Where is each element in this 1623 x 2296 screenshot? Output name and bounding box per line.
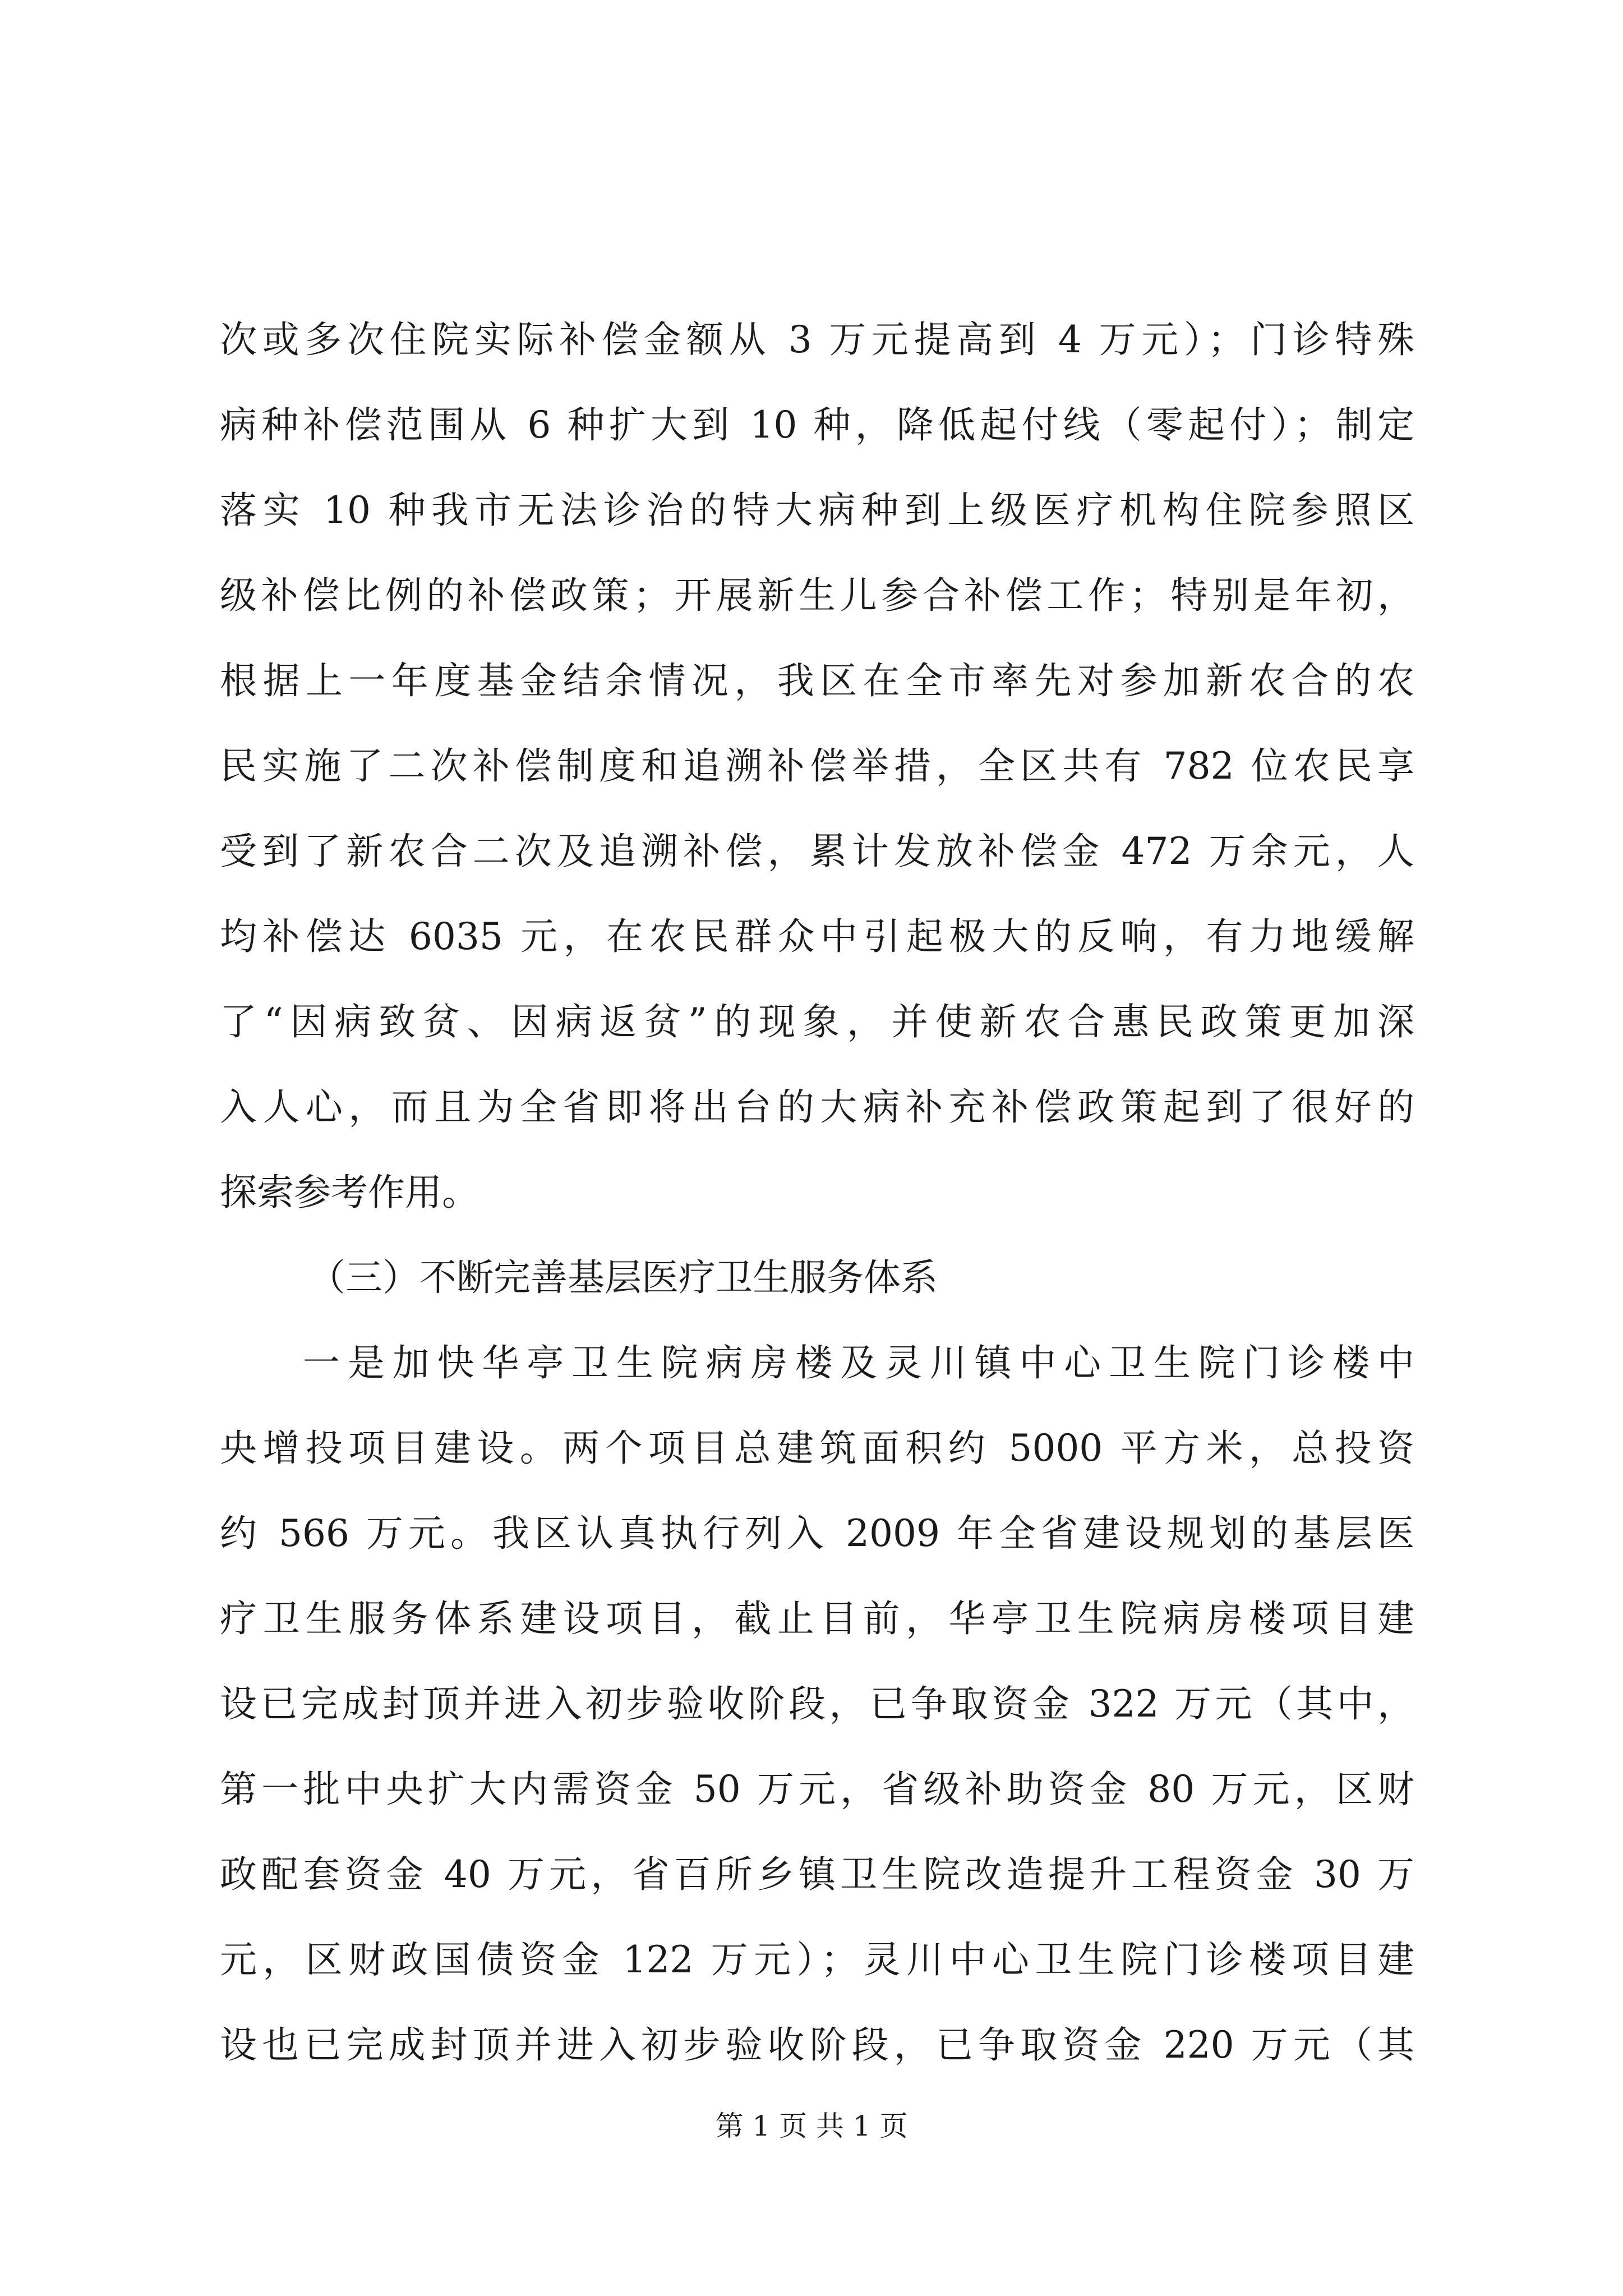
text-line: 均补偿达 6035 元，在农民群众中引起极大的反响，有力地缓解 — [220, 915, 1414, 958]
text-line: 探索参考作用。 — [220, 1171, 479, 1214]
text-line: 了“因病致贫、因病返贫”的现象，并使新农合惠民政策更加深 — [220, 1000, 1414, 1043]
text-line: 一是加快华亭卫生院病房楼及灵川镇中心卫生院门诊楼中 — [303, 1341, 1414, 1384]
text-line: 设已完成封顶并进入初步验收阶段，已争取资金 322 万元（其中， — [220, 1682, 1414, 1726]
page-footer — [0, 2109, 1623, 2143]
text-line: 政配套资金 40 万元，省百所乡镇卫生院改造提升工程资金 30 万 — [220, 1853, 1414, 1896]
text-line: 疗卫生服务体系建设项目，截止目前，华亭卫生院病房楼项目建 — [220, 1597, 1414, 1640]
text-line: 病种补偿范围从 6 种扩大到 10 种，降低起付线（零起付）；制定 — [220, 403, 1414, 447]
text-line: 入人心，而且为全省即将出台的大病补充补偿政策起到了很好的 — [220, 1085, 1414, 1129]
page-number-label: 第 1 页 共 1 页 — [715, 2110, 908, 2142]
text-line: 根据上一年度基金结余情况，我区在全市率先对参加新农合的农 — [220, 659, 1414, 702]
text-line: 受到了新农合二次及追溯补偿，累计发放补偿金 472 万余元，人 — [220, 830, 1414, 873]
text-line: 元，区财政国债资金 122 万元）；灵川中心卫生院门诊楼项目建 — [220, 1938, 1414, 1981]
text-line: 落实 10 种我市无法诊治的特大病种到上级医疗机构住院参照区 — [220, 489, 1414, 532]
text-line: 第一批中央扩大内需资金 50 万元，省级补助资金 80 万元，区财 — [220, 1768, 1414, 1811]
text-line: 民实施了二次补偿制度和追溯补偿举措，全区共有 782 位农民享 — [220, 744, 1414, 788]
text-line: 设也已完成封顶并进入初步验收阶段，已争取资金 220 万元（其 — [220, 2023, 1414, 2067]
body-text — [220, 297, 1414, 2088]
text-line: 约 566 万元。我区认真执行列入 2009 年全省建设规划的基层医 — [220, 1512, 1414, 1555]
text-line: 级补偿比例的补偿政策；开展新生儿参合补偿工作；特别是年初， — [220, 574, 1414, 617]
section-heading: （三）不断完善基层医疗卫生服务体系 — [308, 1256, 938, 1299]
text-line: 央增投项目建设。两个项目总建筑面积约 5000 平方米，总投资 — [220, 1427, 1414, 1470]
text-line: 次或多次住院实际补偿金额从 3 万元提高到 4 万元）；门诊特殊 — [220, 318, 1414, 361]
